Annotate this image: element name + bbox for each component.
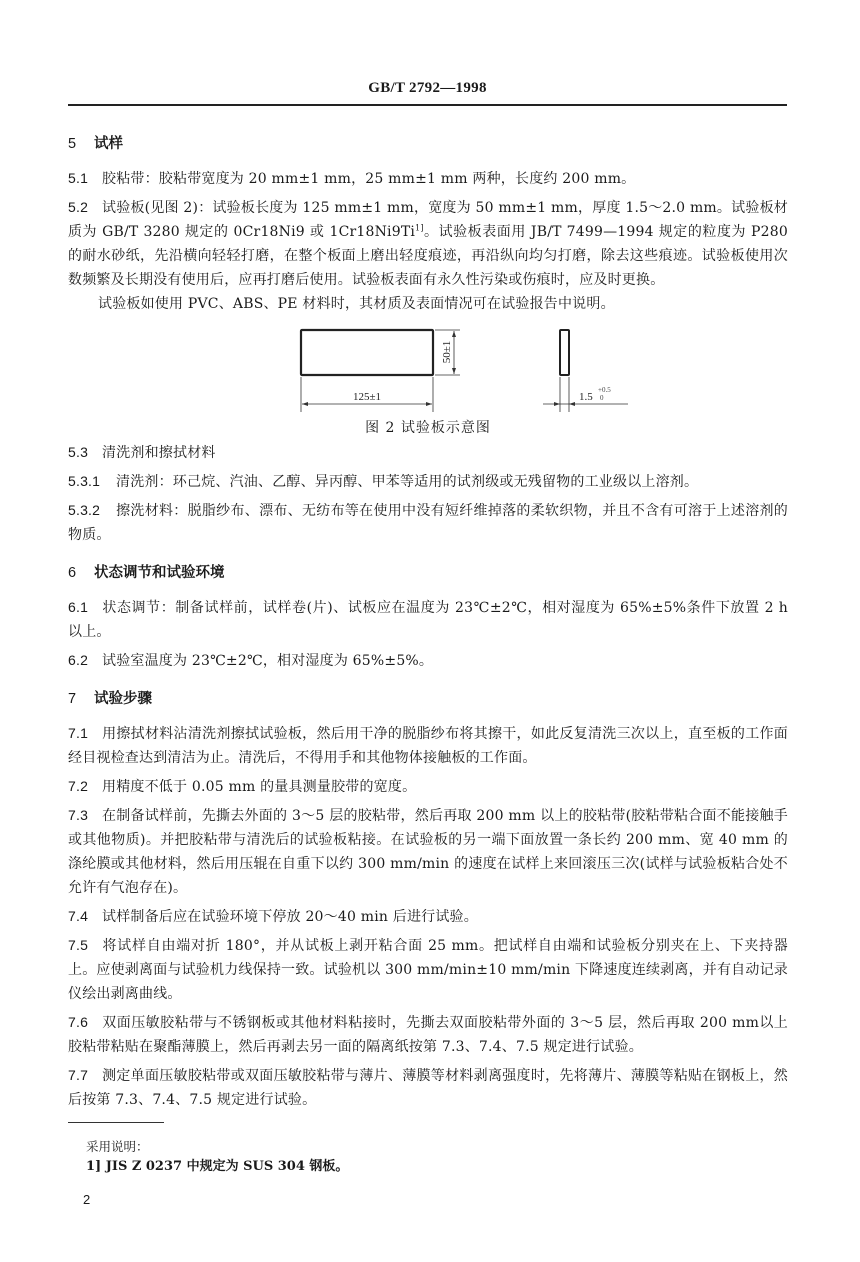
clause-text: 试验室温度为 23℃±2℃，相对湿度为 65%±5%。 xyxy=(102,653,434,669)
length-arrow-left xyxy=(302,402,308,406)
clause-number: 6.2 xyxy=(68,652,89,668)
width-label: 50±1 xyxy=(441,340,453,364)
clause-5-1 xyxy=(68,166,788,191)
page-header-standard-code: GB/T 2792—1998 xyxy=(368,80,487,96)
clause-6-2 xyxy=(68,648,788,673)
length-label: 125±1 xyxy=(352,391,382,403)
thickness-value: 1.5 xyxy=(579,391,593,403)
section-title: 试样 xyxy=(94,135,123,152)
clause-number: 7.1 xyxy=(68,725,89,741)
clause-text: 试验板(见图 2)：试验板长度为 125 mm±1 mm，宽度为 50 mm±1 mm，厚度 1.5～2.0 mm。试验板材质为 GB/T 3280 规定的 0Cr18Ni9 或 1Cr18Ni9Ti xyxy=(68,200,788,240)
clause-text: 在制备试样前，先撕去外面的 3～5 层的胶粘带，然后再取 200 mm 以上的胶粘带(胶粘带粘合面不能接触手或其他物质)。并把胶粘带与清洗后的试验板粘接。在试验板的另一端下面放置一条长约 200 mm、宽 40 mm 的涤纶膜或其他材料，然后用压辊在自重下以约 300 mm/min 的速度在试样上来回滚压三次(试样与试验板粘合处不允许有气泡存在)。 xyxy=(68,808,788,896)
plate-front-view xyxy=(301,330,433,375)
footnote-rule xyxy=(68,1122,164,1123)
clause-number: 7.4 xyxy=(68,908,89,924)
clause-text: 用擦拭材料沾清洗剂擦拭试验板，然后用干净的脱脂纱布将其擦干，如此反复清洗三次以上，直至板的工作面经目视检查达到清洁为止。清洗后，不得用手和其他物体接触板的工作面。 xyxy=(68,726,788,766)
plate-side-view xyxy=(560,330,569,375)
document-body xyxy=(68,132,788,1177)
clause-number: 5.3.1 xyxy=(68,473,101,489)
clause-text: 双面压敏胶粘带与不锈钢板或其他材料粘接时，先撕去双面胶粘带外面的 3～5 层，然后再取 200 mm以上胶粘带粘贴在聚酯薄膜上，然后再剥去另一面的隔离纸按第 7.3、7.4、7.5 规定进行试验。 xyxy=(68,1015,788,1055)
clause-5-3-1 xyxy=(68,469,788,494)
clause-text: 将试样自由端对折 180°，并从试板上剥开粘合面 25 mm。把试样自由端和试验板分别夹在上、下夹持器上。应使剥离面与试验机力线保持一致。试验机以 300 mm/min±10 mm/min 下降速度连续剥离，并有自动记录仪绘出剥离曲线。 xyxy=(68,938,788,1002)
test-plate-diagram xyxy=(68,320,788,420)
clause-number: 5.3 xyxy=(68,444,89,460)
thickness-label xyxy=(579,391,593,403)
clause-text-cont: 。试验板表面用 JB/T 7499—1994 规定的粒度为 P280 的耐水砂纸，先沿横向轻轻打磨，在整个板面上磨出轻度痕迹，再沿纵向均匀打磨，除去这些痕迹。试验板使用次数频繁及长期没有使用后，应再打磨后使用。试验板表面有永久性污染或伤痕时，应及时更换。 xyxy=(68,224,788,288)
page-number: 2 xyxy=(83,1192,91,1207)
clause-number: 5.3.2 xyxy=(68,502,101,518)
footnote-ref: 1] xyxy=(415,223,424,233)
figure-2 xyxy=(68,320,788,440)
clause-7-4 xyxy=(68,904,788,929)
clause-text: 清洗剂：环己烷、汽油、乙醇、异丙醇、甲苯等适用的试剂级或无残留物的工业级以上溶剂。 xyxy=(116,474,699,490)
clause-number: 5.2 xyxy=(68,199,89,215)
clause-number: 7.5 xyxy=(68,937,89,953)
thickness-tol-upper: +0.5 xyxy=(598,386,611,394)
clause-5-2-note: 试验板如使用 PVC、ABS、PE 材料时，其材质及表面情况可在试验报告中说明。 xyxy=(98,296,615,312)
section-title: 状态调节和试验环境 xyxy=(94,564,225,581)
section-title: 试验步骤 xyxy=(94,690,152,707)
width-arrow-top xyxy=(452,331,456,337)
section-number: 7 xyxy=(68,691,77,707)
thickness-arrow-left xyxy=(554,402,560,406)
clause-7-1 xyxy=(68,721,788,770)
clause-7-7 xyxy=(68,1063,788,1112)
clause-number: 7.7 xyxy=(68,1067,89,1083)
clause-number: 6.1 xyxy=(68,599,89,615)
footnote-label: 采用说明： xyxy=(86,1139,149,1154)
clause-text: 擦洗材料：脱脂纱布、漂布、无纺布等在使用中没有短纤维掉落的柔软织物，并且不含有可溶于上述溶剂的物质。 xyxy=(68,503,788,543)
clause-text: 测定单面压敏胶粘带或双面压敏胶粘带与薄片、薄膜等材料剥离强度时，先将薄片、薄膜等粘贴在钢板上，然后按第 7.3、7.4、7.5 规定进行试验。 xyxy=(68,1068,788,1108)
figure-caption: 图 2 试验板示意图 xyxy=(365,420,491,436)
section-number: 6 xyxy=(68,565,77,581)
section-6-heading xyxy=(68,561,788,585)
clause-7-3 xyxy=(68,803,788,900)
clause-7-5 xyxy=(68,933,788,1006)
length-arrow-right xyxy=(426,402,432,406)
clause-7-6 xyxy=(68,1010,788,1059)
clause-number: 5.1 xyxy=(68,170,89,186)
clause-text: 状态调节：制备试样前，试样卷(片)、试板应在温度为 23℃±2℃，相对湿度为 65%±5%条件下放置 2 h 以上。 xyxy=(68,600,788,640)
section-5-heading xyxy=(68,132,788,156)
clause-number: 7.3 xyxy=(68,807,89,823)
clause-7-2 xyxy=(68,774,788,799)
footnote-text: 1] JIS Z 0237 中规定为 SUS 304 钢板。 xyxy=(86,1159,349,1174)
thickness-tol-lower: 0 xyxy=(600,394,604,402)
thickness-arrow-right xyxy=(569,402,575,406)
clause-text: 胶粘带：胶粘带宽度为 20 mm±1 mm，25 mm±1 mm 两种，长度约 200 mm。 xyxy=(102,171,636,187)
section-7-heading xyxy=(68,687,788,711)
clause-5-3 xyxy=(68,440,788,465)
header-rule xyxy=(68,104,787,106)
clause-5-3-2 xyxy=(68,498,788,547)
clause-text: 试样制备后应在试验环境下停放 20～40 min 后进行试验。 xyxy=(102,909,478,925)
clause-text: 用精度不低于 0.05 mm 的量具测量胶带的宽度。 xyxy=(102,779,417,795)
clause-text: 清洗剂和擦拭材料 xyxy=(102,445,216,461)
clause-6-1 xyxy=(68,595,788,644)
clause-number: 7.6 xyxy=(68,1014,89,1030)
width-arrow-bottom xyxy=(452,368,456,374)
clause-5-2 xyxy=(68,195,788,292)
clause-number: 7.2 xyxy=(68,778,89,794)
section-number: 5 xyxy=(68,136,77,152)
